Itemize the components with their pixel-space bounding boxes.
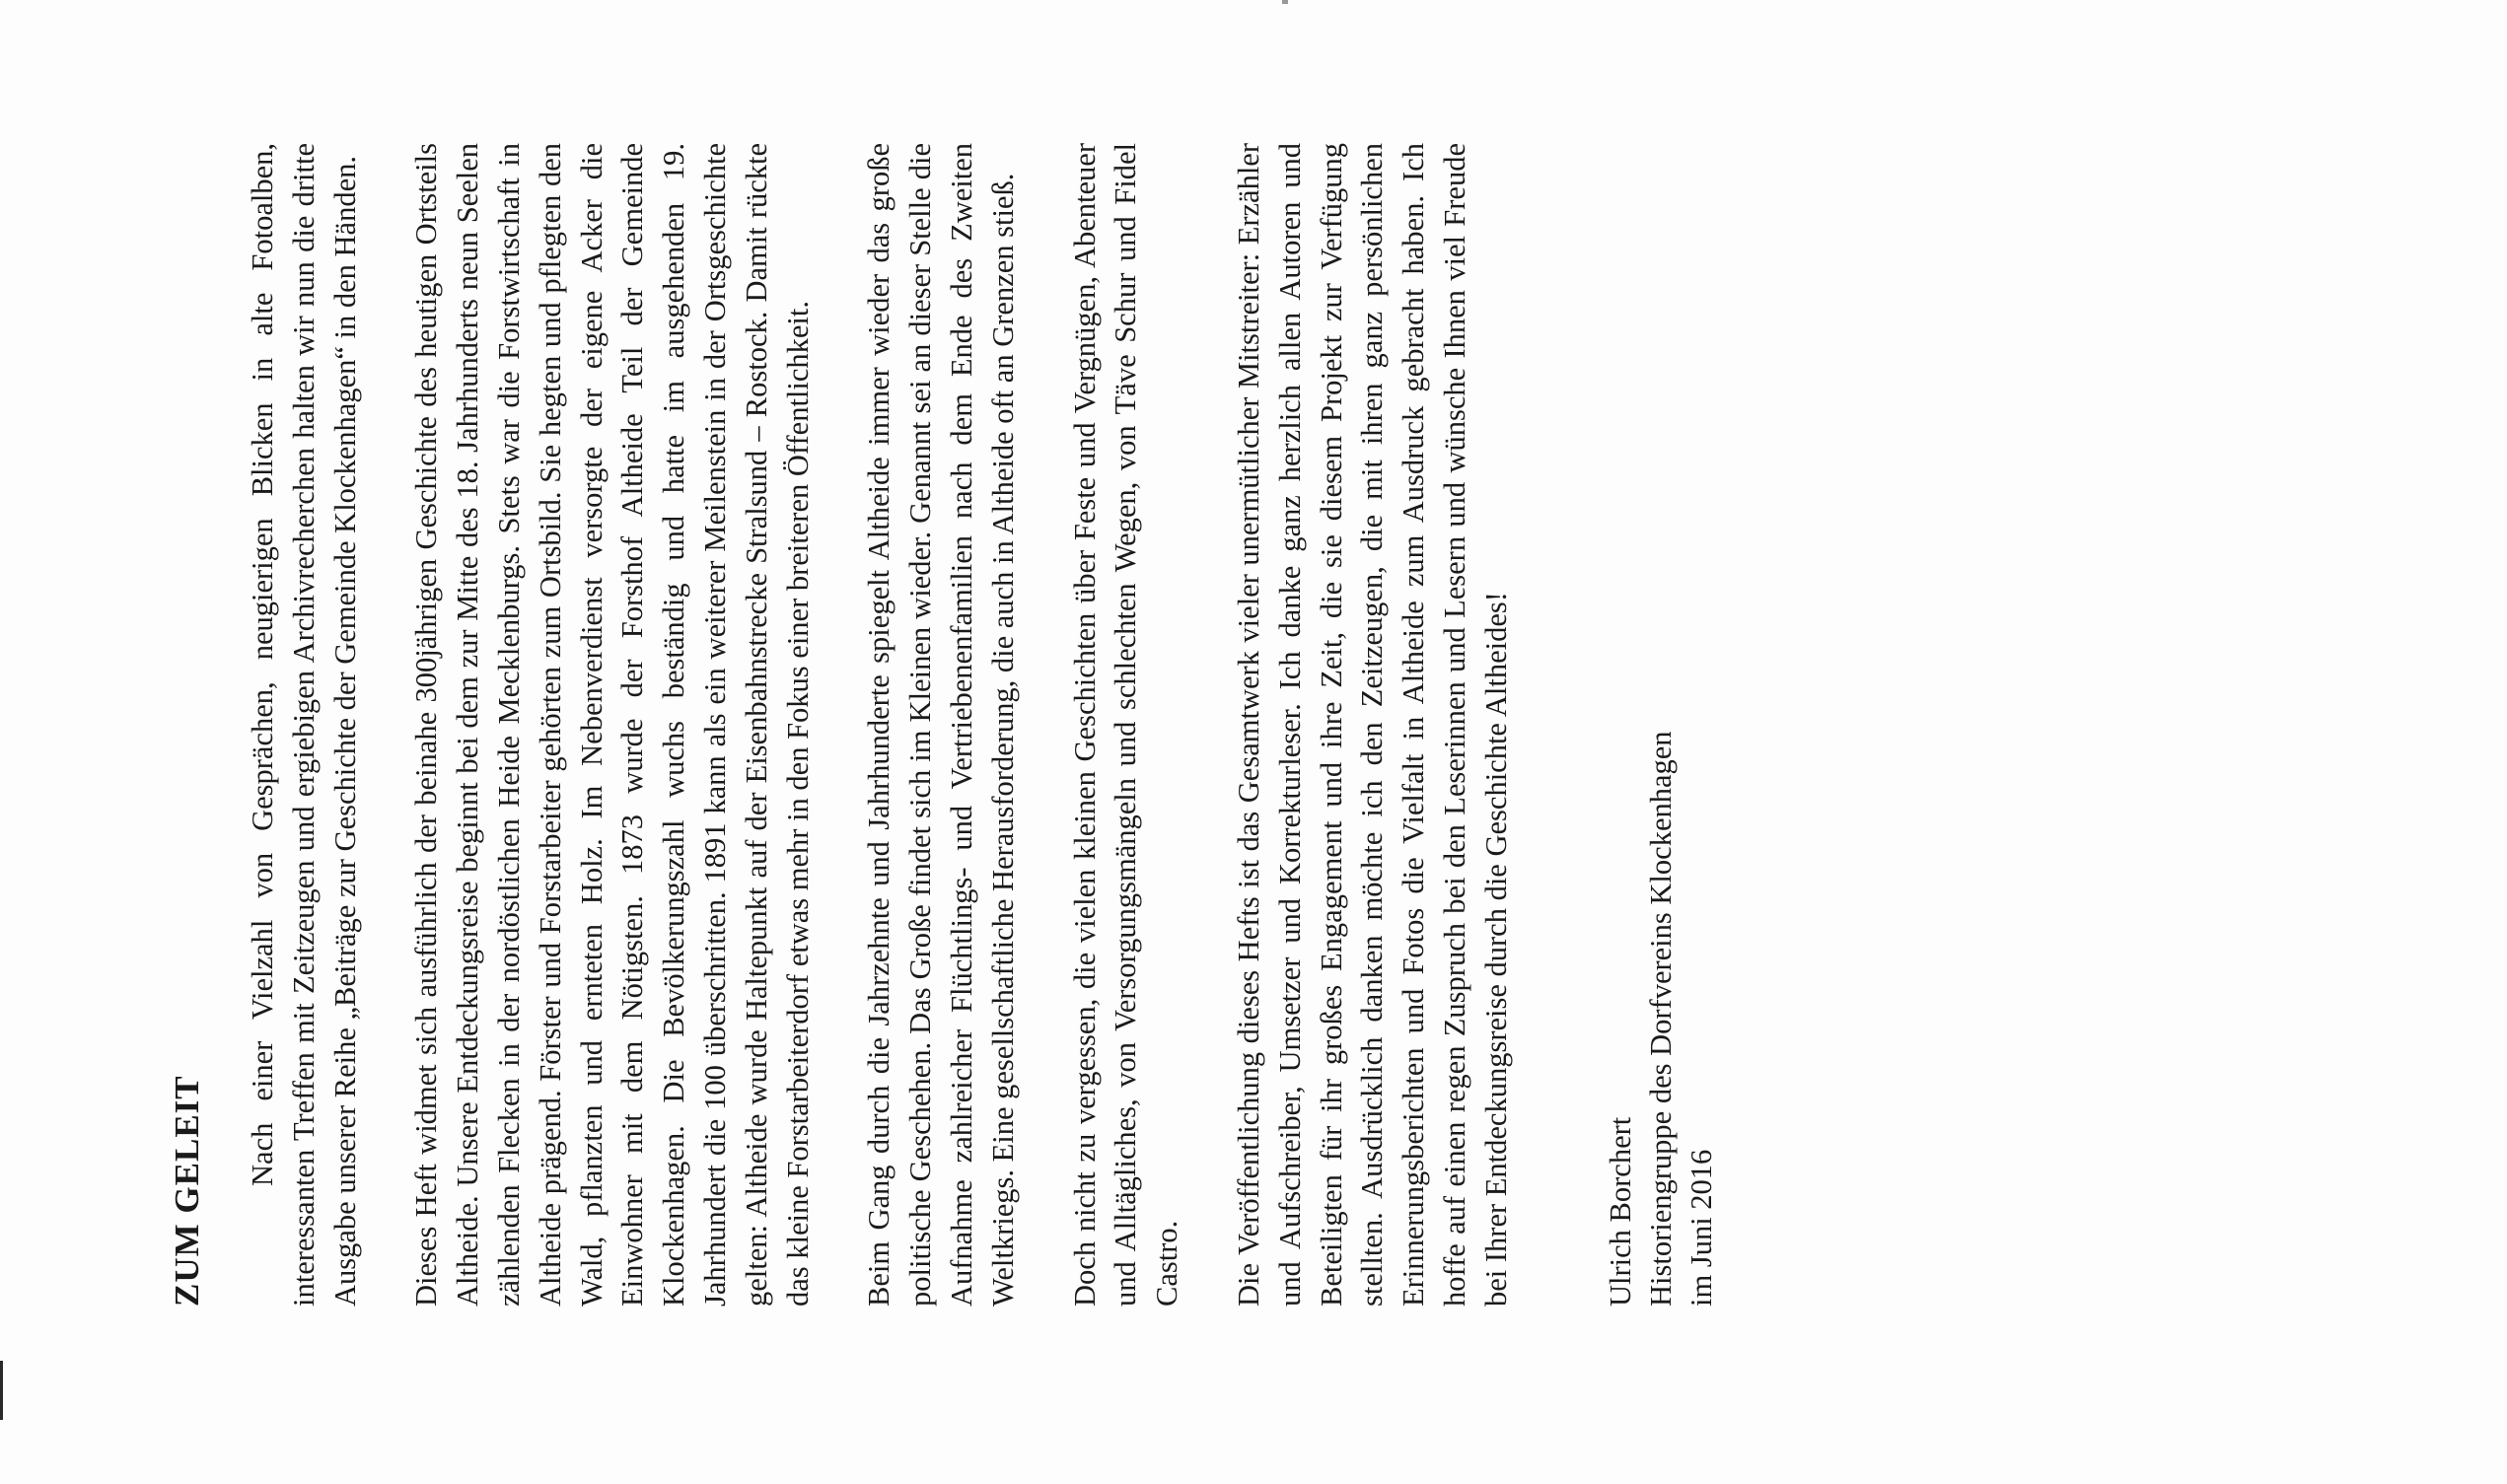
- signature-date: im Juni 2016: [1683, 1149, 1718, 1307]
- scan-artifact: [1282, 0, 1288, 4]
- paragraph-history: Dieses Heft widmet sich ausführlich der beinahe 300jährigen Geschichte des heutigen Ortsteils Altheide. Unsere Entdeckungsreise beginnt bei dem zur Mitte des 18. Jahrhunderts neun Seelen zählenden Flecken in der nordöstlichen Heide Mecklenburgs. Stets war die Forstwirtschaft in Altheide prägend. Förster und Forstarbeiter gehörten zum Ortsbild. Sie hegten und pflegten den Wald, pflanzten und ernteten Holz. Im Nebenverdienst versorgte der eigene Acker die Einwohner mit dem Nötigsten. 1873 wurde der Forsthof Altheide Teil der Gemeinde Klockenhagen. Die Bevölkerungszahl wuchs beständig und hatte im ausgehenden 19. Jahrhundert die 100 überschritten. 1891 kann als ein weiterer Meilenstein in der Ortsgeschichte gelten: Altheide wurde Haltepunkt auf der Eisenbahnstrecke Stralsund – Rostock. Damit rückte das kleine Forstarbeiterdorf etwas mehr in den Fokus einer breiteren Öffentlichkeit.: [409, 143, 815, 1307]
- paragraph-politics: Beim Gang durch die Jahrzehnte und Jahrhunderte spiegelt Altheide immer wieder das große politische Geschehen. Das Große findet sich im Kleinen wieder. Genannt sei an dieser Stelle die Aufnahme zahlreicher Flüchtlings- und Vertriebenenfamilien nach dem Ende des Zweiten Weltkriegs. Eine gesellschaftliche Herausforderung, die auch in Altheide oft an Grenzen stieß.: [862, 143, 1020, 1307]
- signature-block: [1601, 143, 1722, 1307]
- rotated-text-block: [168, 143, 2140, 1307]
- page-heading: ZUM GELEIT: [168, 1075, 206, 1307]
- signature-organization: Historiengruppe des Dorfvereins Klockenhagen: [1643, 731, 1678, 1307]
- signature-name: Ulrich Borchert: [1603, 1116, 1637, 1307]
- paragraph-intro: Nach einer Vielzahl von Gesprächen, neugierigen Blicken in alte Fotoalben, interessanten Treffen mit Zeitzeugen und ergiebigen Archivrecherchen halten wir nun die dritte Ausgabe unserer Reihe „Beiträge zur Geschichte der Gemeinde Klockenhagen“ in den Händen.: [246, 143, 362, 1307]
- scan-edge-artifact: [0, 1361, 3, 1420]
- paragraph-thanks: Die Veröffentlichung dieses Hefts ist das Gesamtwerk vieler unermütlicher Mitstreiter: Erzähler und Aufschreiber, Umsetzer und Korrekturleser. Ich danke ganz herzlich allen Autoren und Beteiligten für ihr großes Engagement und ihre Zeit, die sie diesem Projekt zur Verfügung stellten. Ausdrücklich danken möchte ich den Zeitzeugen, die mit ihren ganz persönlichen Erinnerungsberichten und Fotos die Vielfalt in Altheide zum Ausdruck gebracht haben. Ich hoffe auf einen regen Zuspruch bei den Leserinnen und Lesern und wünsche Ihnen viel Freude bei Ihrer Entdeckungsreise durch die Geschichte Altheides!: [1231, 143, 1513, 1307]
- paragraph-stories: Doch nicht zu vergessen, die vielen kleinen Geschichten über Feste und Vergnügen, Abenteuer und Alltägliches, von Versorgungsmängeln und schlechten Wegen, von Täve Schur und Fidel Castro.: [1067, 143, 1184, 1307]
